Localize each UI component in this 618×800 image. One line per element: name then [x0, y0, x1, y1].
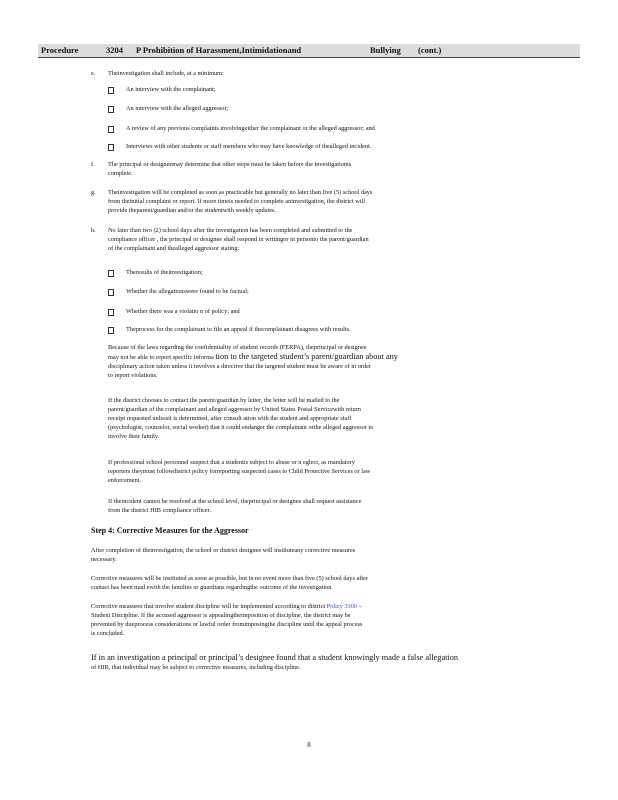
checkbox-bullet-icon: [108, 327, 114, 334]
item-f-text: The principal or designeemay determine that other steps must be taken before the investigationis complete.: [108, 161, 352, 177]
checkbox-bullet-icon: [108, 126, 114, 133]
checkbox-bullet-icon: [108, 309, 114, 316]
header-procedure-label: Procedure: [41, 45, 79, 55]
list-item: Theprocess for the complainant to file an appeal if thecomplainant disagrees with results.: [108, 325, 351, 334]
paragraph-discipline: Corrective measures that involve student discipline will be implemented according to district Policy 3300 – Student Discipline. If the accused aggressor is appealingtheimposition of discipline, the district may be prevented by dueprocess considerations or lawful order fromimposingthe discipline until the appeal process is concluded.: [91, 603, 363, 637]
item-label-e: e.: [91, 70, 96, 77]
list-item: Theresults of theinvestigation;: [108, 268, 203, 277]
item-g-text: Theinvestigation will be completed as soon as practicable but generally no later than five (5) school days from theinitial complaint or report. If more timeis needed to complete aninvestigation, the district will provide theparent/guardian and/or the studentwith weekly updates.: [108, 189, 373, 214]
paragraph-corrective-timing: Corrective measures will be instituted as soon as possible, but in no event more than five (5) school days after contact has been mad ewith the families or guardians regardingthe outcome of the investigation.: [91, 575, 368, 591]
paragraph-after-completion: After completion of theinvestigation, the school or district designee will instituteany corrective measures necessary.: [91, 547, 356, 563]
item-label-h: h.: [91, 227, 96, 234]
procedure-header: [38, 44, 580, 58]
paragraph-letter: If the district chooses to contact the parent/guardian by letter, the letter will be mailed to the parent/guardian of the complainant and alleged aggressor by United States Postal Servicewith return receipt requested unlessit is determined, after consult ation with the student and appropriate staff (psychologist, counselor, social worker) that it could endanger the complainant orthe alleged aggressor to involve their family.: [108, 397, 374, 440]
paragraph-false-allegation: If in an investigation a principal or principal’s designee found that a student knowingly made a false allegation of HIB, that individual may be subject to corrective measures, including discipline.: [91, 653, 459, 671]
paragraph-unresolved: If theincident cannot be resolved at the school level, theprincipal or designee shall request assistance from the district HIB compliance officer.: [108, 498, 362, 514]
checkbox-bullet-icon: [108, 106, 114, 113]
item-label-g: g.: [91, 189, 96, 196]
checkbox-bullet-icon: [108, 144, 114, 151]
list-item: An interview with the complainant;: [108, 85, 216, 94]
list-item: A review of any previous complaints involvingeither the complainant or the alleged aggressor; and: [108, 124, 375, 133]
header-bullying: Bullying: [370, 45, 401, 55]
item-e-intro: Theinvestigation shall include, at a minimum:: [108, 70, 224, 77]
item-label-f: f.: [91, 161, 95, 168]
page-number: 8: [307, 741, 311, 749]
list-item: Whether the allegationswere found to be factual;: [108, 287, 249, 296]
checkbox-bullet-icon: [108, 87, 114, 94]
step-4-heading: Step 4: Corrective Measures for the Aggressor: [91, 526, 249, 535]
item-h-text: No later than two (2) school days after the investigation has been completed and submitted to the compliance officer , the principal or designee shall respond in writingor in personto the parent/guardian of the complainant and thealleged aggressor stating:: [108, 227, 369, 252]
checkbox-bullet-icon: [108, 270, 114, 277]
checkbox-bullet-icon: [108, 289, 114, 296]
policy-3300-link[interactable]: Policy 3300: [326, 603, 357, 610]
paragraph-ferpa: Because of the laws regarding the confidentiality of student records (FERPA), theprincipal or designee may not be able to report specific informa tion to the targeted student’s parent/guardian about any disciplinary action taken unless it involves a directive that the targeted student must be aware of in order to report violations.: [108, 344, 398, 379]
list-item: An interview with the alleged aggressor;: [108, 104, 228, 113]
header-policy-title: P Prohibition of Harassment,Intimidationand: [136, 45, 302, 55]
header-procedure-number: 3204: [106, 45, 123, 55]
list-item: Interviews with other students or staff members who may have knowledge of thealleged incident.: [108, 142, 371, 151]
paragraph-abuse: If professional school personnel suspect that a studentis subject to abuse or n eglect, as mandatory reporters theymust followdistrict policy forreporting suspected cases to Child Protective Services or law enforcement.: [108, 459, 371, 484]
header-continued: (cont.): [418, 45, 442, 55]
list-item: Whether there was a violatio n of policy; and: [108, 307, 240, 316]
